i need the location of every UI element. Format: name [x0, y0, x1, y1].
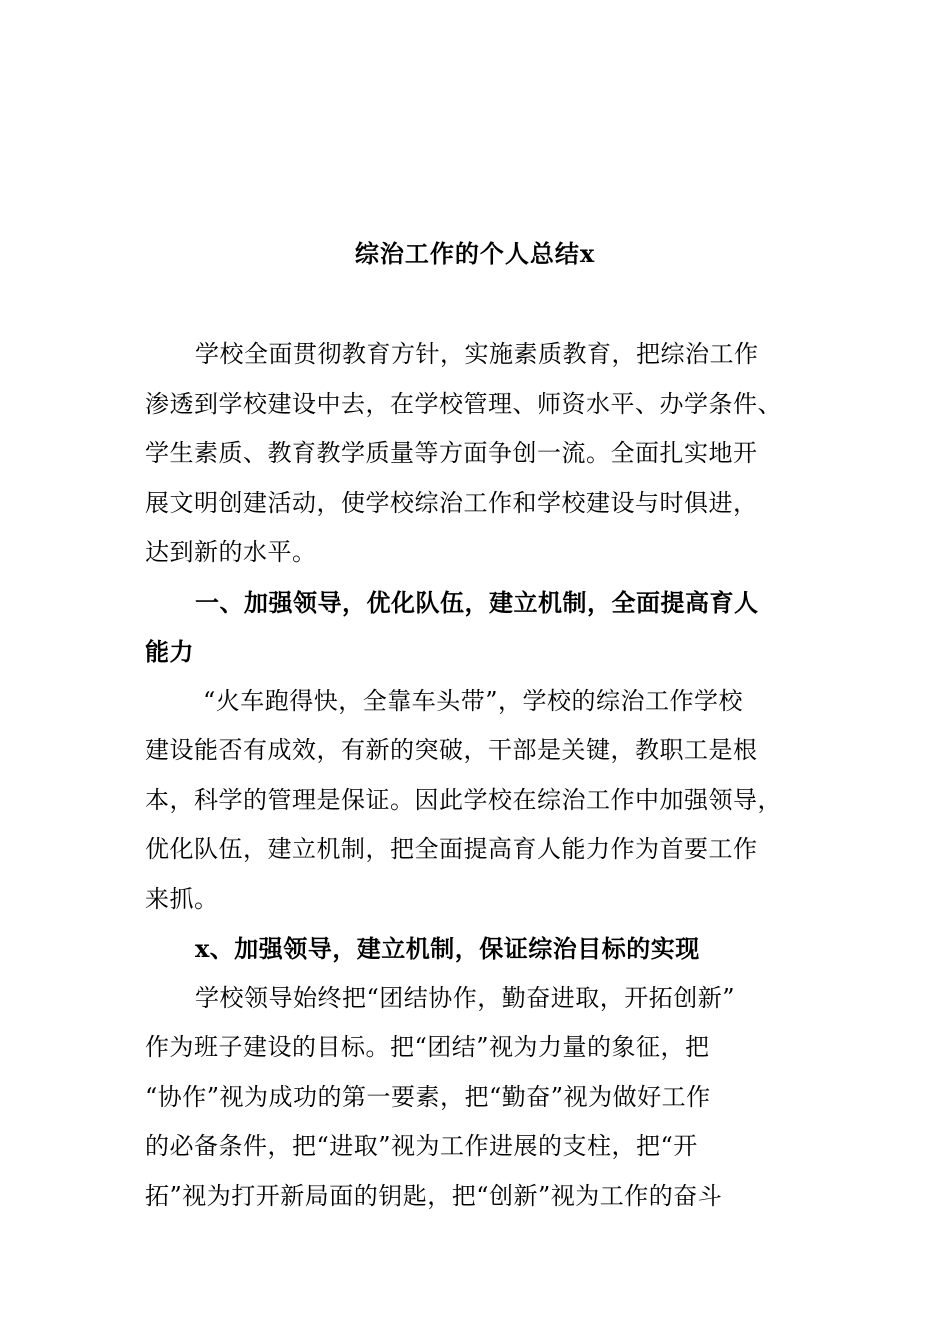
- paragraph-line: 渗透到学校建设中去，在学校管理、师资水平、办学条件、: [145, 389, 782, 418]
- paragraph-line: 来抓。: [145, 884, 219, 913]
- paragraph-line: 作为班子建设的目标。把“团结”视为力量的象征，把: [145, 1033, 710, 1061]
- section-heading-line: 一、加强领导，优化队伍，建立机制，全面提高育人: [195, 587, 759, 617]
- section-heading-line: 能力: [145, 637, 194, 666]
- paragraph-line: 优化队伍，建立机制，把全面提高育人能力作为首要工作: [145, 835, 758, 863]
- paragraph-line: 学校领导始终把“团结协作，勤奋进取，开拓创新”: [195, 983, 736, 1012]
- paragraph-line: “协作”视为成功的第一要素，把“勤奋”视为做好工作: [145, 1082, 711, 1111]
- document-body: [145, 330, 795, 1221]
- paragraph-line: 建设能否有成效，有新的突破，干部是关键，教职工是根: [145, 736, 758, 764]
- paragraph-line: 展文明创建活动，使学校综治工作和学校建设与时俱进，: [145, 488, 758, 517]
- paragraph-line: “火车跑得快，全靠车头带”，学校的综治工作学校: [203, 686, 744, 715]
- paragraph-line: 的必备条件，把“进取”视为工作进展的支柱，把“开: [145, 1132, 698, 1160]
- document-title: 综治工作的个人总结x: [354, 239, 596, 268]
- subsection-heading-line: x、加强领导，建立机制，保证综治目标的实现: [195, 934, 700, 963]
- paragraph-line: 达到新的水平。: [145, 538, 317, 566]
- paragraph-line: 本，科学的管理是保证。因此学校在综治工作中加强领导，: [145, 785, 782, 814]
- paragraph-line: 学校全面贯彻教育方针，实施素质教育，把综治工作: [195, 340, 759, 368]
- paragraph-line: 拓”视为打开新局面的钥匙，把“创新”视为工作的奋斗: [145, 1181, 723, 1210]
- paragraph-line: 学生素质、教育教学质量等方面争创一流。全面扎实地开: [145, 439, 758, 467]
